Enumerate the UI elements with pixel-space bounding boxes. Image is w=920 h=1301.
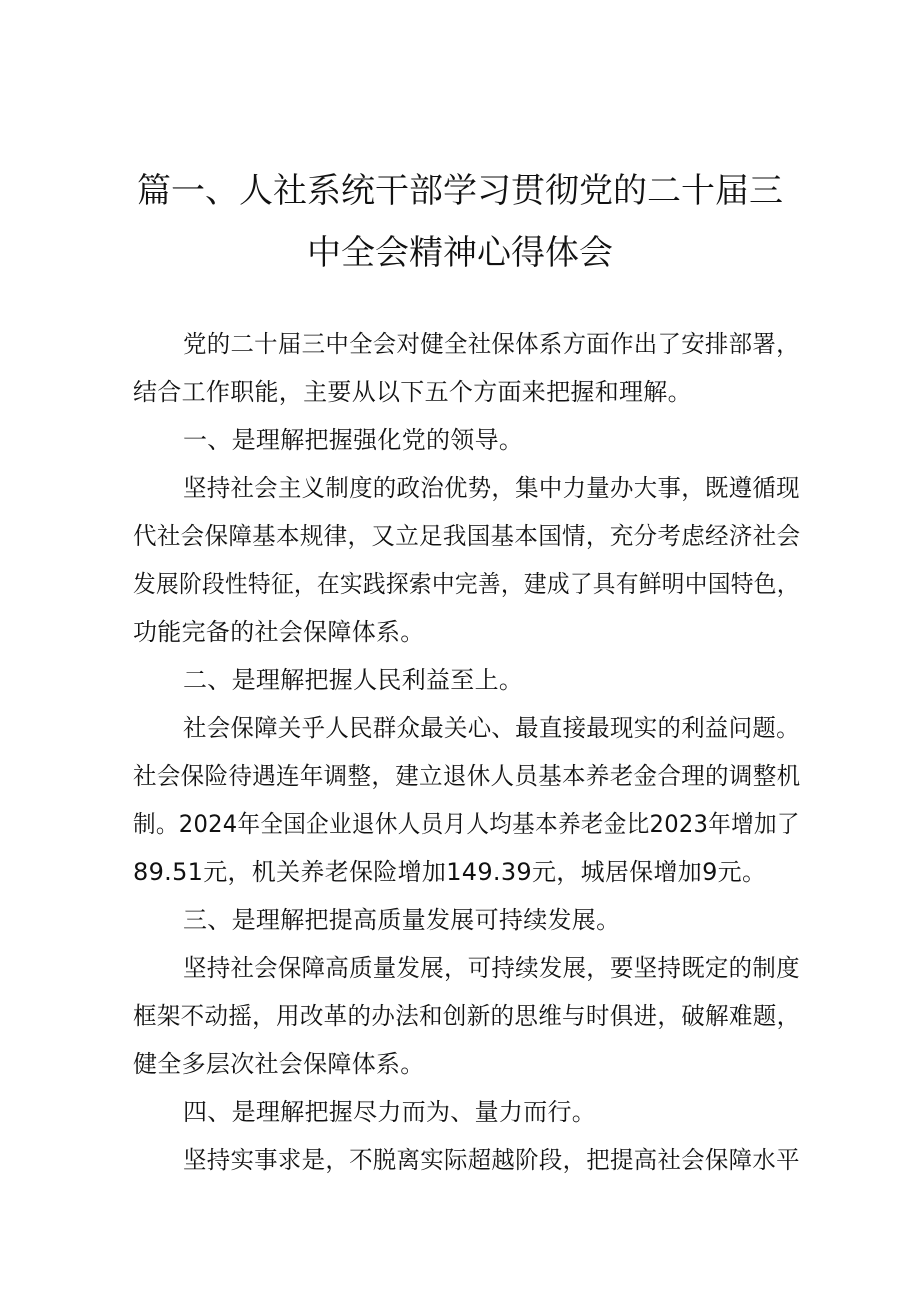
document-title (130, 160, 790, 284)
title-line-2: 中全会精神心得体会 (307, 233, 613, 273)
body-line: 框架不动摇，用改革的办法和创新的思维与时俱进，破解难题， (133, 1002, 801, 1030)
body-line: 社会保障关乎人民群众最关心、最直接最现实的利益问题。 (183, 714, 800, 742)
section-heading-3: 三、是理解把提高质量发展可持续发展。 (183, 906, 621, 934)
body-line: 制。2024年全国企业退休人员月人均基本养老金比2023年增加了 (133, 810, 800, 838)
body-line: 坚持社会保障高质量发展，可持续发展，要坚持既定的制度 (183, 954, 800, 982)
body-line: 健全多层次社会保障体系。 (133, 1050, 425, 1078)
body-line: 发展阶段性特征，在实践探索中完善，建成了具有鲜明中国特色， (133, 570, 800, 598)
section-heading-4: 四、是理解把握尽力而为、量力而行。 (183, 1098, 597, 1126)
body-line: 代社会保障基本规律，又立足我国基本国情，充分考虑经济社会 (133, 522, 801, 550)
section-heading-2: 二、是理解把握人民利益至上。 (183, 666, 524, 694)
body-line: 党的二十届三中全会对健全社保体系方面作出了安排部署， (183, 330, 800, 358)
body-line: 89.51元，机关养老保险增加149.39元，城居保增加9元。 (133, 858, 767, 886)
body-line: 坚持实事求是，不脱离实际超越阶段，把提高社会保障水平 (183, 1146, 800, 1174)
body-line: 坚持社会主义制度的政治优势，集中力量办大事，既遵循现 (183, 474, 800, 502)
body-line: 功能完备的社会保障体系。 (133, 618, 425, 646)
body-line: 社会保险待遇连年调整，建立退休人员基本养老金合理的调整机 (133, 762, 801, 790)
section-heading-1: 一、是理解把握强化党的领导。 (183, 426, 524, 454)
body-line: 结合工作职能，主要从以下五个方面来把握和理解。 (133, 378, 692, 406)
title-line-1: 篇一、人社系统干部学习贯彻党的二十届三 (137, 171, 783, 211)
